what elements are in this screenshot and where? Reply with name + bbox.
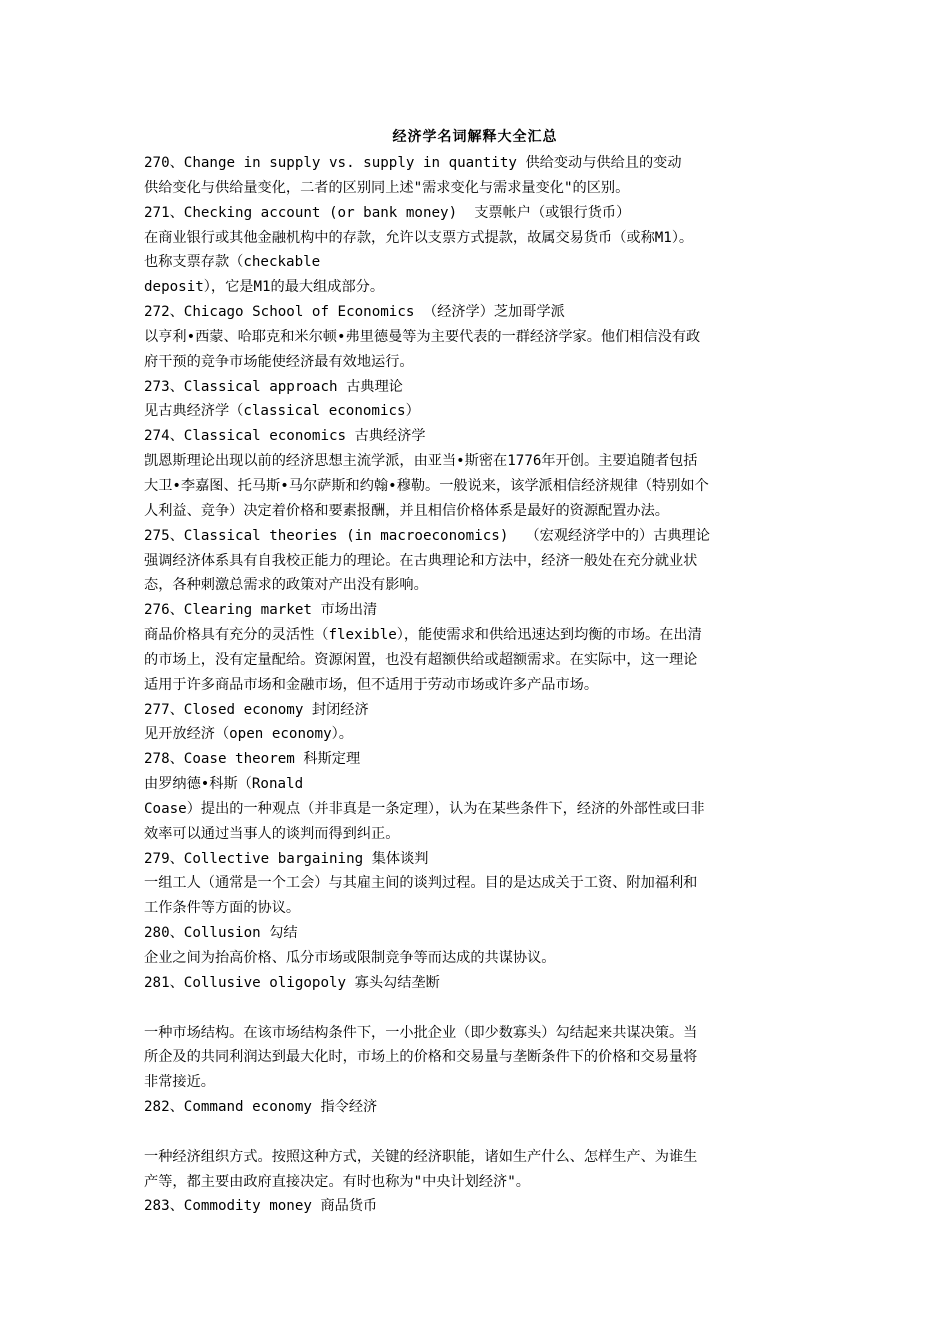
text-line: 270、Change in supply vs. supply in quantity 供给变动与供给且的变动: [144, 155, 682, 171]
text-line: 283、Commodity money 商品货币: [144, 1198, 378, 1215]
text-line: 由罗纳德•科斯（Ronald: [144, 776, 304, 793]
text-line: 274、Classical economics 古典经济学: [144, 428, 426, 445]
text-line: 产等，都主要由政府直接决定。有时也称为"中央计划经济"。: [144, 1173, 530, 1190]
text-line: 工作条件等方面的协议。: [144, 900, 301, 917]
text-line: 见开放经济（open economy）。: [144, 726, 353, 743]
text-line: 279、Collective bargaining 集体谈判: [144, 850, 429, 867]
text-line: 非常接近。: [144, 1074, 215, 1091]
text-line: 适用于许多商品市场和金融市场，但不适用于劳动市场或许多产品市场。: [144, 676, 599, 693]
text-line: 凯恩斯理论出现以前的经济思想主流学派，由亚当•斯密在1776年开创。主要追随者包括: [144, 453, 698, 470]
text-line: 大卫•李嘉图、托马斯•马尔萨斯和约翰•穆勒。一般说来，该学派相信经济规律（特别如个: [144, 477, 709, 494]
text-line: 一组工人（通常是一个工会）与其雇主间的谈判过程。目的是达成关于工资、附加福利和: [144, 875, 698, 892]
text-line: 282、Command economy 指令经济: [144, 1099, 378, 1116]
text-line: 273、Classical approach 古典理论: [144, 378, 403, 395]
text-line: 人利益、竞争）决定着价格和要素报酬，并且相信价格体系是最好的资源配置办法。: [144, 502, 669, 519]
text-line: 态，各种刺激总需求的政策对产出没有影响。: [144, 577, 428, 594]
text-line: 277、Closed economy 封闭经济: [144, 701, 369, 718]
text-line: 271、Checking account (or bank money) 支票帐户（或银行货币）: [144, 204, 631, 221]
blank-line: [144, 1120, 814, 1145]
text-line: 276、Clearing market 市场出清: [144, 602, 378, 619]
text-line: 也称支票存款（checkable: [144, 254, 321, 271]
text-line: 280、Collusion 勾结: [144, 925, 298, 942]
text-line: 强调经济体系具有自我校正能力的理论。在古典理论和方法中，经济一般处在充分就业状: [144, 552, 698, 569]
text-line: 供给变化与供给量变化，二者的区别同上述"需求变化与需求量变化"的区别。: [144, 179, 630, 196]
text-line: 企业之间为抬高价格、瓜分市场或限制竞争等而达成的共谋协议。: [144, 950, 556, 966]
text-line: 一种经济组织方式。按照这种方式，关键的经济职能，诸如生产什么、怎样生产、为谁生: [144, 1148, 698, 1165]
text-line: 效率可以通过当事人的谈判而得到纠正。: [144, 825, 400, 842]
text-line: 商品价格具有充分的灵活性（flexible），能使需求和供给迅速达到均衡的市场。在出清: [144, 627, 702, 644]
text-line: 见古典经济学（classical economics）: [144, 403, 420, 420]
text-line: Coase）提出的一种观点（并非真是一条定理），认为在某些条件下，经济的外部性或曰非: [144, 800, 705, 817]
text-line: deposit），它是M1的最大组成部分。: [144, 279, 385, 296]
blank-line: [144, 996, 814, 1021]
text-line: 在商业银行或其他金融机构中的存款，允许以支票方式提款，故属交易货币（或称M1）。: [144, 229, 694, 246]
text-line: 281、Collusive oligopoly 寡头勾结垄断: [144, 974, 440, 991]
text-line: 的市场上，没有定量配给。资源闲置，也没有超额供给或超额需求。在实际中，这一理论: [144, 651, 698, 668]
page-title: 经济学名词解释大全汇总: [392, 129, 558, 145]
text-line: 一种市场结构。在该市场结构条件下，一小批企业（即少数寡头）勾结起来共谋决策。当: [144, 1024, 698, 1041]
text-line: 府干预的竞争市场能使经济最有效地运行。: [144, 353, 414, 370]
text-line: 所企及的共同利润达到最大化时，市场上的价格和交易量与垄断条件下的价格和交易量将: [144, 1049, 698, 1066]
text-line: 278、Coase theorem 科斯定理: [144, 751, 361, 768]
text-line: 275、Classical theories (in macroeconomics) （宏观经济学中的）古典理论: [144, 527, 710, 544]
text-line: 272、Chicago School of Economics （经济学）芝加哥学派: [144, 304, 565, 321]
text-line: 以亨利•西蒙、哈耶克和米尔顿•弗里德曼等为主要代表的一群经济学家。他们相信没有政: [144, 328, 701, 345]
document-body: [144, 151, 814, 1219]
